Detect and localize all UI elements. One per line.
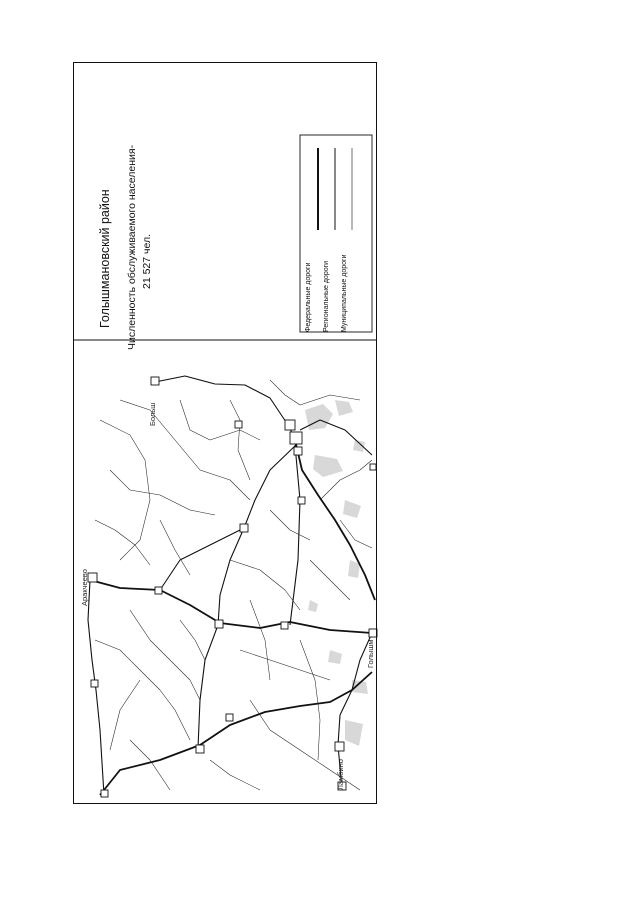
legend-federal-label: Федеральные дороги — [305, 262, 312, 332]
place-label-bottom: Ламбино — [336, 759, 345, 790]
place-label-golyshm: Голышм — [366, 639, 375, 668]
population-value: 21 527 чел. — [141, 233, 153, 289]
place-label-arakcheevo: Аракчеево — [80, 569, 89, 606]
district-title: Голышмановский район — [98, 189, 112, 328]
population-label: Численность обслуживаемого населения- — [126, 144, 138, 350]
map-frame — [73, 62, 377, 804]
place-label-top: Больш — [148, 402, 157, 426]
legend-regional-label: Региональные дороги — [323, 260, 330, 332]
legend-municipal-label: Муниципальные дороги — [341, 254, 348, 332]
